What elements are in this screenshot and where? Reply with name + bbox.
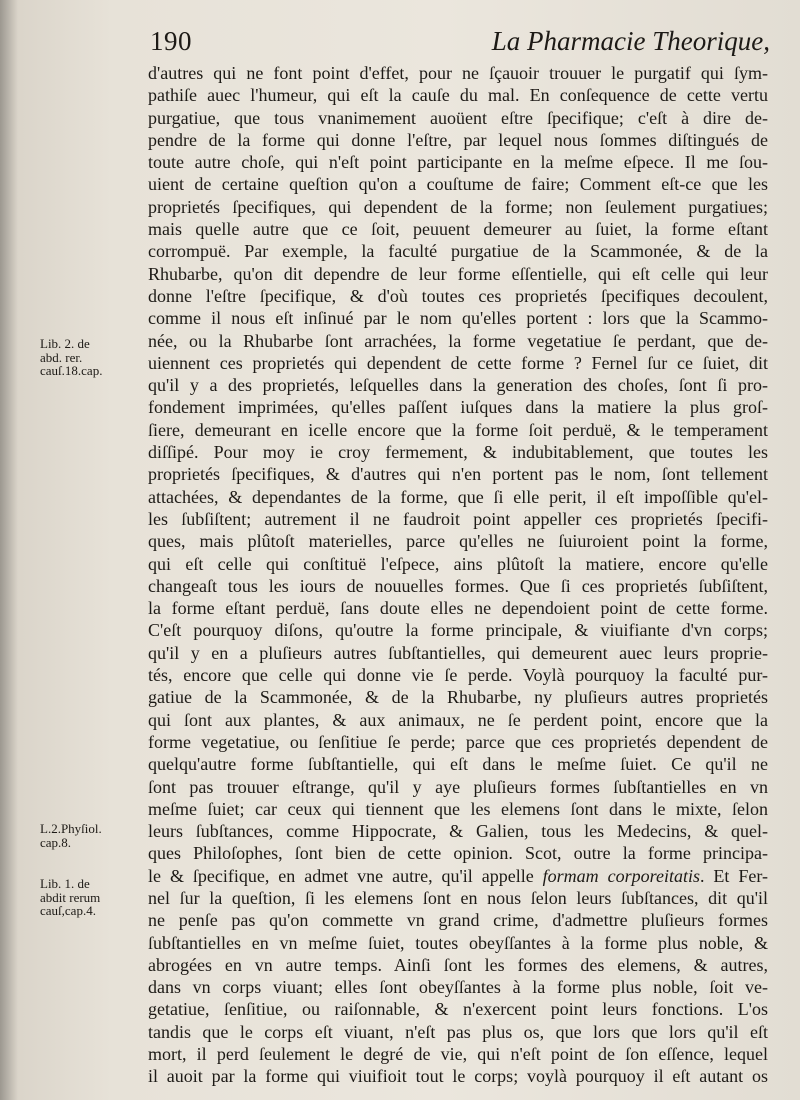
text-line: d'autres qui ne font point d'effet, pour ne ſçauoir trouuer le purgatif qui ſym- [148,63,768,83]
text-line: qui eſt celle qui conſtituë l'eſpece, ains plûtoſt la matiere, encore qu'elle [148,553,768,574]
text-line: pathiſe auec l'humeur, qui eſt la cauſe du mal. En conſequence de cette vertu [148,85,768,106]
margin-note-line: cauſ,cap.4. [40,903,96,918]
text-line: mort, il perd ſeulement le degré de vie, qui n'eſt point de ſon eſſence, lequel [148,1044,768,1065]
margin-note-3 [40,877,148,918]
text-line: tés, encore que celle qui donne vie ſe perde. Voylà pourquoy la faculté pur- [148,665,768,686]
text-line: donne l'eſtre ſpecifique, & d'où toutes ces proprietés ſpecifiques decoulent, [148,285,768,306]
text-line: fondement imprimées, qu'elles paſſent iuſques dans la matiere la plus groſ- [148,397,768,418]
text-line: la forme eſtant perduë, ſans doute elles ne dependoient point de cette forme. [148,598,768,619]
page-header [150,26,770,60]
text-line: meſme ſuiet; car ceux qui tiennent que les elemens ſont dans le mixte, ſelon [148,798,768,819]
text-line: Rhubarbe, qu'on dit dependre de leur forme eſſentielle, qui eſt celle qui leur [148,263,768,284]
body-text [148,62,768,1088]
margin-note-line: Lib. 2. de [40,336,90,351]
text-line: ſiere, demeurant en icelle encore que la forme ſoit perduë, & le temperament [148,419,768,440]
text-line: abrogées en vn autre temps. Ainſi ſont les formes des elemens, & autres, [148,954,768,975]
margin-note-1 [40,337,148,378]
page-number: 190 [150,26,192,56]
latin-term: formam corporeitatis [542,865,700,886]
text-line: tandis que le corps eſt viuant, n'eſt pas plus os, que lors que lors qu'il eſt [148,1021,768,1042]
text-line: uient de certaine queſtion qu'on a couſtume de faire; Comment eſt-ce que les [148,174,768,195]
text-line: ſont pas trouuer eſtrange, qu'il y aye pluſieurs formes ſubſtantielles en vn [148,776,768,797]
text-line: les ſubſiſtent; autrement il ne faudroit point appeller ces proprietés ſpecifi- [148,508,768,529]
text-line: toute autre choſe, qui n'eſt point participante en la meſme eſpece. Il me ſou- [148,152,768,173]
text-line: gatiue de la Scammonée, & de la Rhubarbe, ny pluſieurs autres proprietés [148,687,768,708]
text-line: proprietés ſpecifiques, & d'autres qui n'en portent pas le nom, ſont tellement [148,464,768,485]
text-line: leurs ſubſtances, comme Hippocrate, & Galien, tous les Medecins, & quel- [148,821,768,842]
margin-note-line: abd. rer. [40,349,83,365]
text-line: changeaſt tous les iours de nouuelles formes. Que ſi ces proprietés ſubſiſtent, [148,575,768,596]
text-line: ques, mais plûtoſt materielles, parce qu'elles ne ſuiuroient point la forme, [148,531,768,552]
margin-note-line: cap.8. [40,834,72,850]
text-line: pendre de la forme qui donne l'eſtre, par lequel nous ſommes diſtingués de [148,129,768,150]
text-line: qu'il y a des proprietés, leſquelles dans la generation des choſes, ſont ſi pro- [148,375,768,396]
margin-note-line: L.2.Phyſiol. [40,821,102,836]
text-line: mais quelle autre que ce ſoit, peuuent demeurer au ſuiet, la forme eſtant [148,219,768,240]
text-line: attachées, & dependantes de la forme, que ſi elle perit, il eſt impoſſible qu'el- [148,486,768,507]
text-line: comme il nous eſt inſinué par le nom qu'elles portent : lors que la Scammo- [148,308,768,329]
margin-note-line: Lib. 1. de [40,876,90,891]
text-line: le & ſpecifique, en admet vne autre, qu'il appelle formam corporeitatis. Et Fer- [148,865,768,886]
margin-note-line: abdit rerum [40,889,101,905]
text-line: uiennent ces proprietés qui dependent de cette forme ? Fernel ſur ce ſuiet, dit [148,352,768,373]
text-line: ſubſtantielles en vn meſme ſuiet, toutes obeyſſantes à la forme plus noble, & [148,932,768,953]
text-line: qui ſont aux plantes, & aux animaux, ne ſe perdent point, encore que la [148,709,768,730]
text-line: purgatiue, que tous vnanimement auoüent eſtre ſpecifique; c'eſt à dire de- [148,107,768,128]
margin-note-line: cauſ.18.cap. [40,363,103,378]
text-line: forme vegetatiue, ou ſenſitiue ſe perde; parce que ces proprietés dependent de [148,731,768,752]
running-title: La Pharmacie Theorique, [491,26,770,56]
text-line: il auoit par la forme qui viuifioit tout le corps; voylà pourquoy il eſt autant os [148,1066,768,1087]
text-line: proprietés ſpecifiques, qui dependent de la forme; non ſeulement purgatiues; [148,196,768,217]
text-line: qu'il y en a pluſieurs autres ſubſtantielles, qui demeurent auec leurs proprie- [148,642,768,663]
margin-note-2 [40,822,148,849]
text-line: née, ou la Rhubarbe ſont arrachées, la forme vegetatiue ſe perdant, que de- [148,330,768,351]
text-line: corrompuë. Par exemple, la faculté purgatiue de la Scammonée, & de la [148,241,768,262]
text-line: quelqu'autre forme ſubſtantielle, qui eſt dans le meſme ſuiet. Ce qu'il ne [148,754,768,775]
text-line: dans vn corps viuant; elles ſont obeyſſantes à la forme plus noble, ſoit ve- [148,977,768,998]
text-line: getatiue, ſenſitiue, ou raiſonnable, & n'exercent point leurs fonctions. L'os [148,999,768,1020]
text-line: ques Philoſophes, ſont bien de cette opinion. Scot, outre la forme principa- [148,843,768,864]
text-line: C'eſt pourquoy diſons, qu'outre la forme principale, & viuifiante d'vn corps; [148,620,768,641]
text-line: nel ſur la queſtion, ſi les elemens ſont en nous ſelon leurs ſubſtances, dit qu'il [148,887,768,908]
text-line: ne penſe pas qu'on commette vn grand crime, d'admettre pluſieurs formes [148,910,768,931]
text-line: diſſipé. Pour moy ie croy fermement, & indubitablement, que toutes les [148,442,768,463]
